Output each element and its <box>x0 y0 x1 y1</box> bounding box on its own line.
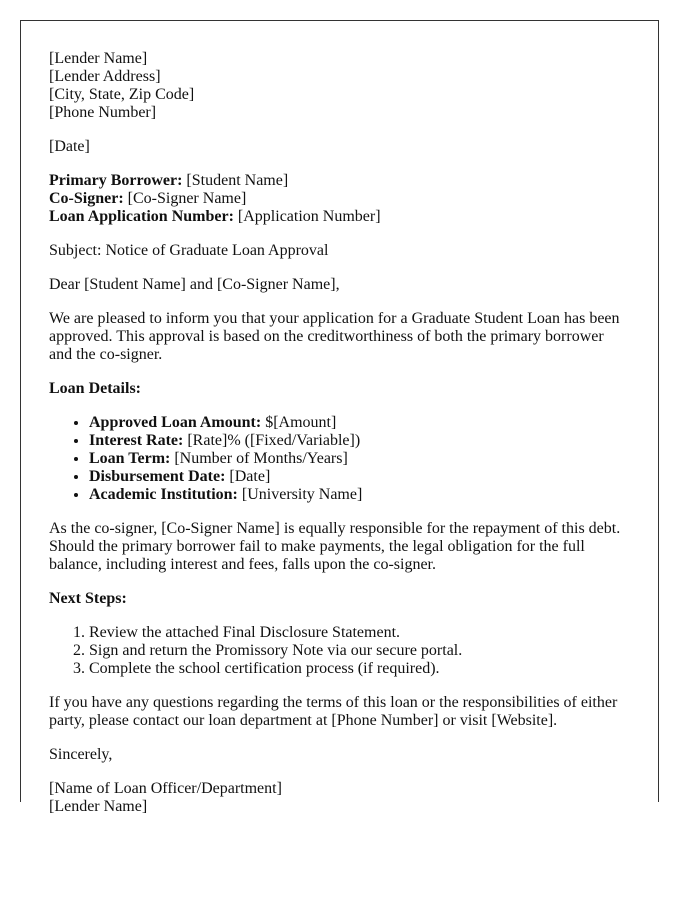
letter-date: [Date] <box>49 138 90 155</box>
next-steps-list <box>49 624 630 678</box>
sender-city-state-zip: [City, State, Zip Code] <box>49 86 195 103</box>
intro-paragraph: We are pleased to inform you that your application for a Graduate Student Loan has been approved. This approval is based on the creditworthiness of both the primary borrower and the co-signer. <box>49 310 620 363</box>
loan-detail-label: Loan Term: <box>89 450 171 467</box>
loan-detail-item-amount <box>89 414 630 432</box>
signature-block <box>49 780 630 816</box>
subject-line: Subject: Notice of Graduate Loan Approval <box>49 242 329 259</box>
loan-detail-item-institution <box>89 486 630 504</box>
signature-officer: [Name of Loan Officer/Department] <box>49 780 282 797</box>
loan-details-list <box>49 414 630 504</box>
loan-detail-label: Interest Rate: <box>89 432 184 449</box>
sender-name: [Lender Name] <box>49 50 148 67</box>
loan-detail-label: Academic Institution: <box>89 486 238 503</box>
parties-block <box>49 172 630 226</box>
loan-detail-value: $[Amount] <box>261 414 337 431</box>
signature-lender: [Lender Name] <box>49 798 148 815</box>
loan-detail-item-term <box>89 450 630 468</box>
loan-detail-value: [Date] <box>225 468 271 485</box>
application-number-label: Loan Application Number: <box>49 208 234 225</box>
next-step-item: 3. Complete the school certification process (if required). <box>89 660 630 678</box>
application-number-line <box>49 208 630 226</box>
sender-block <box>49 50 630 122</box>
loan-detail-value: [University Name] <box>237 486 363 503</box>
next-step-item: 2. Sign and return the Promissory Note via our secure portal. <box>89 642 630 660</box>
closing: Sincerely, <box>49 746 113 763</box>
letter-document <box>20 20 659 815</box>
primary-borrower-value: [Student Name] <box>182 172 289 189</box>
loan-detail-label: Approved Loan Amount: <box>89 414 262 431</box>
salutation: Dear [Student Name] and [Co-Signer Name], <box>49 276 340 293</box>
contact-paragraph: If you have any questions regarding the terms of this loan or the responsibilities of either party, please contact our loan department at [Phone Number] or visit [Website]. <box>49 694 618 729</box>
next-steps-heading-text: Next Steps: <box>49 590 127 607</box>
loan-details-heading-text: Loan Details: <box>49 380 141 397</box>
primary-borrower-label: Primary Borrower: <box>49 172 183 189</box>
loan-detail-item-rate <box>89 432 630 450</box>
sender-phone: [Phone Number] <box>49 104 157 121</box>
primary-borrower-line <box>49 172 630 190</box>
cosigner-line <box>49 190 630 208</box>
loan-details-heading <box>49 380 630 398</box>
next-step-item: 1. Review the attached Final Disclosure Statement. <box>89 624 630 642</box>
loan-detail-value: [Rate]% ([Fixed/Variable]) <box>183 432 361 449</box>
cosigner-responsibility-paragraph: As the co-signer, [Co-Signer Name] is equally responsible for the repayment of this debt. Should the primary borrower fail to make payments, the legal obligation for the full balance, including interest and fees, falls upon the co-signer. <box>49 520 621 573</box>
cosigner-label: Co-Signer: <box>49 190 124 207</box>
cosigner-value: [Co-Signer Name] <box>123 190 247 207</box>
loan-detail-label: Disbursement Date: <box>89 468 226 485</box>
loan-detail-item-disbursement <box>89 468 630 486</box>
next-steps-heading <box>49 590 630 608</box>
loan-detail-value: [Number of Months/Years] <box>170 450 348 467</box>
application-number-value: [Application Number] <box>233 208 381 225</box>
sender-address: [Lender Address] <box>49 68 161 85</box>
